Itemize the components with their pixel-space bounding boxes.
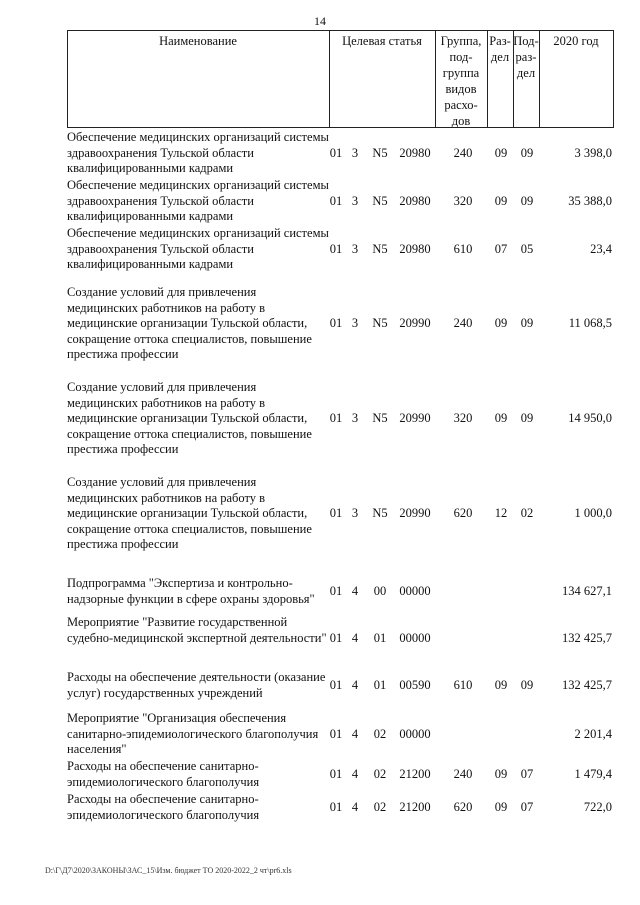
row-section: 09 (494, 411, 508, 425)
header-group: Группа, под- группа видов расхо- дов (440, 34, 482, 128)
row-subsection: 09 (520, 146, 534, 160)
row-code-1: 01 (329, 767, 343, 781)
row-subsection: 09 (520, 411, 534, 425)
row-code-3: 02 (373, 800, 387, 814)
header-section: Раз- дел (489, 34, 511, 64)
row-group: 240 (453, 767, 473, 781)
row-group: 610 (453, 678, 473, 692)
row-code-3: 02 (373, 767, 387, 781)
row-code-1: 01 (329, 194, 343, 208)
row-code-3: 01 (373, 678, 387, 692)
row-code-4: 00000 (399, 631, 431, 645)
row-subsection: 07 (520, 800, 534, 814)
row-code-1: 01 (329, 411, 343, 425)
header-year: 2020 год (553, 34, 599, 48)
row-code-4: 20990 (399, 506, 431, 520)
row-group: 620 (453, 800, 473, 814)
row-name: Создание условий для привлечения медицинских работников на работу в медицинские организации Тульской области, сокращение оттока специалистов, повышение престижа профессии (67, 285, 312, 361)
row-code-2: 3 (351, 411, 359, 425)
row-subsection: 05 (520, 242, 534, 256)
row-name: Обеспечение медицинских организаций системы здравоохранения Тульской области квалифицированными кадрами (67, 130, 329, 175)
row-code-2: 4 (351, 678, 359, 692)
row-code-1: 01 (329, 316, 343, 330)
row-code-3: 00 (373, 584, 387, 598)
row-code-2: 3 (351, 506, 359, 520)
row-code-4: 20980 (399, 146, 431, 160)
row-amount: 132 425,7 (562, 631, 612, 645)
row-section: 09 (494, 678, 508, 692)
row-code-4: 00000 (399, 727, 431, 741)
row-code-2: 3 (351, 242, 359, 256)
row-name: Создание условий для привлечения медицинских работников на работу в медицинские организации Тульской области, сокращение оттока специалистов, повышение престижа профессии (67, 475, 312, 551)
row-code-3: N5 (372, 411, 388, 425)
row-group: 620 (453, 506, 473, 520)
row-amount: 3 398,0 (574, 146, 612, 160)
row-code-1: 01 (329, 800, 343, 814)
row-name: Создание условий для привлечения медицинских работников на работу в медицинские организации Тульской области, сокращение оттока специалистов, повышение престижа профессии (67, 380, 312, 456)
row-amount: 1 479,4 (574, 767, 612, 781)
row-amount: 14 950,0 (568, 411, 612, 425)
row-amount: 2 201,4 (574, 727, 612, 741)
row-code-1: 01 (329, 242, 343, 256)
row-amount: 35 388,0 (568, 194, 612, 208)
row-name: Обеспечение медицинских организаций системы здравоохранения Тульской области квалифицированными кадрами (67, 178, 329, 223)
row-code-2: 4 (351, 727, 359, 741)
row-code-3: N5 (372, 316, 388, 330)
row-code-3: N5 (372, 506, 388, 520)
row-amount: 134 627,1 (562, 584, 612, 598)
row-section: 09 (494, 767, 508, 781)
header-name: Наименование (159, 34, 237, 48)
row-name: Мероприятие "Организация обеспечения санитарно-эпидемиологического благополучия населения" (67, 711, 319, 756)
row-code-3: N5 (372, 242, 388, 256)
row-subsection: 02 (520, 506, 534, 520)
row-code-3: N5 (372, 146, 388, 160)
row-group: 610 (453, 242, 473, 256)
row-code-4: 20990 (399, 411, 431, 425)
row-amount: 11 068,5 (568, 316, 612, 330)
row-amount: 23,4 (590, 242, 612, 256)
row-code-1: 01 (329, 146, 343, 160)
table-header (67, 30, 614, 128)
page-number: 14 (314, 14, 326, 28)
row-amount: 722,0 (583, 800, 612, 814)
row-code-2: 3 (351, 194, 359, 208)
row-amount: 1 000,0 (574, 506, 612, 520)
row-name: Расходы на обеспечение деятельности (оказание услуг) государственных учреждений (67, 670, 326, 700)
row-section: 09 (494, 146, 508, 160)
row-name: Мероприятие "Развитие государственной судебно-медицинской экспертной деятельности" (67, 615, 327, 645)
row-code-4: 20990 (399, 316, 431, 330)
header-target-article: Целевая статья (342, 34, 422, 48)
row-code-4: 00590 (399, 678, 431, 692)
row-group: 240 (453, 316, 473, 330)
row-code-4: 21200 (399, 767, 431, 781)
row-section: 12 (494, 506, 508, 520)
row-code-1: 01 (329, 727, 343, 741)
row-code-2: 3 (351, 316, 359, 330)
row-name: Расходы на обеспечение санитарно-эпидемиологического благополучия (67, 759, 260, 789)
row-subsection: 07 (520, 767, 534, 781)
row-code-4: 20980 (399, 194, 431, 208)
row-section: 07 (494, 242, 508, 256)
row-code-2: 4 (351, 767, 359, 781)
row-subsection: 09 (520, 194, 534, 208)
row-code-4: 00000 (399, 584, 431, 598)
row-group: 320 (453, 411, 473, 425)
row-code-1: 01 (329, 678, 343, 692)
row-amount: 132 425,7 (562, 678, 612, 692)
row-code-3: N5 (372, 194, 388, 208)
row-code-3: 02 (373, 727, 387, 741)
row-section: 09 (494, 800, 508, 814)
row-code-1: 01 (329, 506, 343, 520)
row-code-2: 4 (351, 584, 359, 598)
footer-file-path: D:\Г\Д7\2020\ЗАКОНЫ\ЗАС_15\Изм. бюджет ТО 2020-2022_2 чт\pr6.xls (45, 866, 292, 875)
row-section: 09 (494, 194, 508, 208)
row-code-4: 21200 (399, 800, 431, 814)
row-subsection: 09 (520, 316, 534, 330)
row-name: Подпрограмма "Экспертиза и контрольно-надзорные функции в сфере охраны здоровья" (67, 576, 315, 606)
row-code-4: 20980 (399, 242, 431, 256)
row-code-2: 3 (351, 146, 359, 160)
header-subsection: Под- раз- дел (513, 34, 539, 80)
row-code-1: 01 (329, 631, 343, 645)
row-code-3: 01 (373, 631, 387, 645)
row-name: Расходы на обеспечение санитарно-эпидемиологического благополучия (67, 792, 260, 822)
row-name: Обеспечение медицинских организаций системы здравоохранения Тульской области квалифицированными кадрами (67, 226, 329, 271)
row-section: 09 (494, 316, 508, 330)
row-code-2: 4 (351, 800, 359, 814)
row-group: 320 (453, 194, 473, 208)
row-subsection: 09 (520, 678, 534, 692)
row-code-1: 01 (329, 584, 343, 598)
row-code-2: 4 (351, 631, 359, 645)
row-group: 240 (453, 146, 473, 160)
